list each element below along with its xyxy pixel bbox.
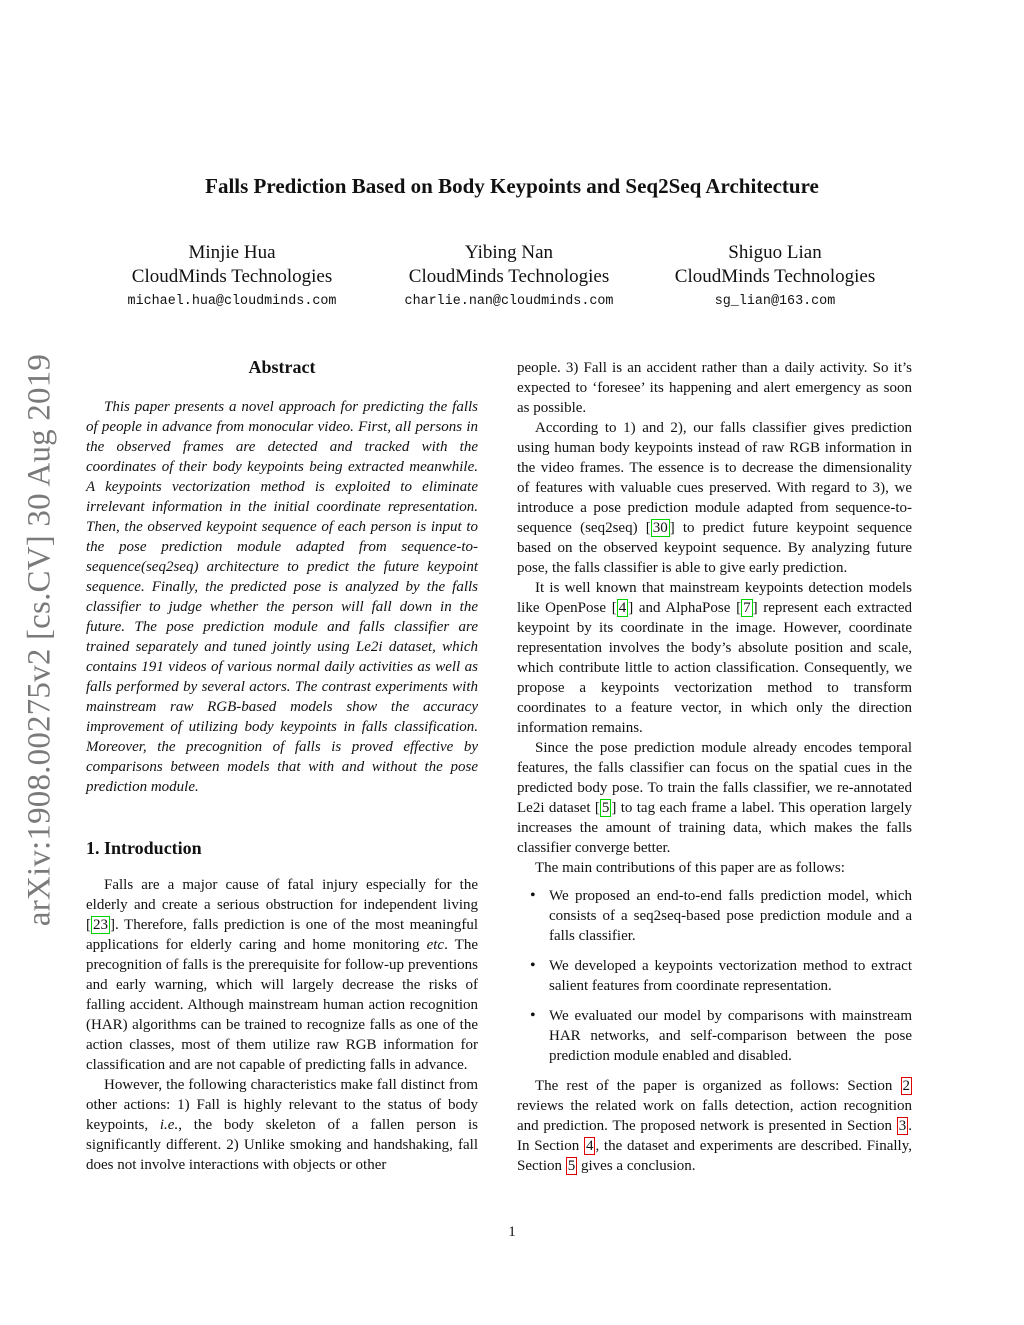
author-email: charlie.nan@cloudminds.com <box>404 294 614 309</box>
author-name: Minjie Hua <box>188 242 276 263</box>
intro-paragraph-continued: people. 3) Fall is an accident rather than a daily activity. So it’s expected to ‘foresee’ its happening and alert emergency as soon as possible. <box>517 360 912 416</box>
arxiv-identifier: arXiv:1908.00275v2 [cs.CV] 30 Aug 2019 <box>21 353 58 927</box>
section-link[interactable]: 3 <box>898 1118 907 1134</box>
list-item: • We proposed an end-to-end falls prediction model, which consists of a seq2seq-based pose prediction module and a falls classifier. <box>549 886 912 946</box>
right-column <box>517 358 912 1176</box>
intro-paragraph-3: According to 1) and 2), our falls classifier gives prediction using human body keypoints instead of raw RGB information in the video frames. The essence is to decrease the dimensionality of features with valuable cues preserved. With regard to 3), we introduce a pose prediction module adapted from sequence-to-sequence (seq2seq) [ 30 ] to predict future keypoint sequence based on the observed keypoint sequence. By analyzing future pose, the falls classifier is able to give early prediction. <box>517 420 913 576</box>
section-link[interactable]: 4 <box>585 1138 594 1154</box>
list-item: • We developed a keypoints vectorization method to extract salient features from coordinate representation. <box>549 956 912 996</box>
section-link[interactable]: 5 <box>567 1158 576 1174</box>
author-block <box>635 241 915 314</box>
author-affiliation: CloudMinds Technologies <box>674 266 876 287</box>
author-affiliation: CloudMinds Technologies <box>408 266 610 287</box>
author-block <box>369 241 649 314</box>
paper-title: Falls Prediction Based on Body Keypoints and Seq2Seq Architecture <box>205 174 819 198</box>
intro-paragraph-1: Falls are a major cause of fatal injury especially for the elderly and create a serious obstruction for independent living [ 23 ]. Therefore, falls prediction is one of the most meaningful applications for elderly caring and home monitoring etc. The precognition of falls is the prerequisite for follow-up preventions and early warning, which will largely decrease the risks of falling accident. Although mainstream human action recognition (HAR) algorithms can be trained to recognize falls as one of the action classes, most of them utilize raw RGB information for classification and are not capable of predicting falls in advance. <box>86 877 478 1073</box>
citation-link[interactable]: 30 <box>652 520 668 536</box>
intro-paragraph-5: Since the pose prediction module already encodes temporal features, the falls classifier can focus on the spatial cues in the predicted body pose. To train the falls classifier, we re-annotated Le2i dataset [ 5 ] to tag each frame a label. This operation largely increases the amount of training data, which makes the falls classifier converge better. <box>517 740 912 856</box>
intro-paragraph-4: It is well known that mainstream keypoints detection models like OpenPose [ 4 ] and AlphaPose [ 7 ] represent each extracted keypoint by its coordinate in the image. However, coordinate representation involves the body’s absolute position and scale, which contribute little to action classification. Consequently, we propose a keypoints vectorization method to transform coordinates to a feature vector, in which only the direction information remains. <box>517 580 913 736</box>
author-email: michael.hua@cloudminds.com <box>127 294 337 309</box>
author-name: Shiguo Lian <box>728 242 822 263</box>
list-item: • We evaluated our model by comparisons with mainstream HAR networks, and self-comparison between the pose prediction module enabled and disabled. <box>549 1006 912 1066</box>
abstract-text: This paper presents a novel approach for predicting the falls of people in advance from monocular video. First, all persons in the observed frames are detected and tracked with the coordinates of their body keypoints being extracted meanwhile. A keypoints vectorization method is exploited to eliminate irrelevant information in the initial coordinate representation. Then, the observed keypoint sequence of each person is input to the pose prediction module adapted from sequence-to-sequence(seq2seq) architecture to predict the future keypoint sequence. Finally, the predicted pose is analyzed by the falls classifier to judge whether the person will fall down in the future. The pose prediction module and falls classifier are trained separately and tuned jointly using Le2i dataset, which contains 191 videos of various normal daily activities as well as falls performed by several actors. The contrast experiments with mainstream raw RGB-based models show the accuracy improvement of utilizing body keypoints in falls classification. Moreover, the precognition of falls is proved effective by comparisons between models that with and without the pose prediction module. <box>86 399 478 795</box>
paper-organization-paragraph: The rest of the paper is organized as follows: Section 2 reviews the related work on falls detection, action recognition and prediction. The proposed network is presented in Section 3 . In Section 4 , the dataset and experiments are described. Finally, Section 5 gives a conclusion. <box>517 1078 912 1174</box>
intro-paragraph-2: However, the following characteristics make fall distinct from other actions: 1) Fall is highly relevant to the status of body keypoints, i.e., the body skeleton of a fallen person is significantly different. 2) Unlike smoking and handshaking, fall does not involve interactions with objects or other <box>86 1077 478 1173</box>
abstract-heading: Abstract <box>248 357 316 377</box>
contributions-intro: The main contributions of this paper are as follows: <box>535 860 845 876</box>
author-affiliation: CloudMinds Technologies <box>131 266 333 287</box>
author-block <box>92 241 372 314</box>
citation-link[interactable]: 7 <box>743 600 751 616</box>
citation-link[interactable]: 5 <box>601 800 610 816</box>
citation-link[interactable]: 23 <box>93 917 108 933</box>
section-heading-introduction: 1. Introduction <box>86 838 202 858</box>
contributions-list <box>517 886 912 1066</box>
author-email: sg_lian@163.com <box>714 294 836 309</box>
citation-link[interactable]: 4 <box>618 600 627 616</box>
section-link[interactable]: 2 <box>902 1078 910 1094</box>
author-name: Yibing Nan <box>464 242 554 263</box>
page-number: 1 <box>508 1224 516 1240</box>
left-column <box>86 356 478 1175</box>
